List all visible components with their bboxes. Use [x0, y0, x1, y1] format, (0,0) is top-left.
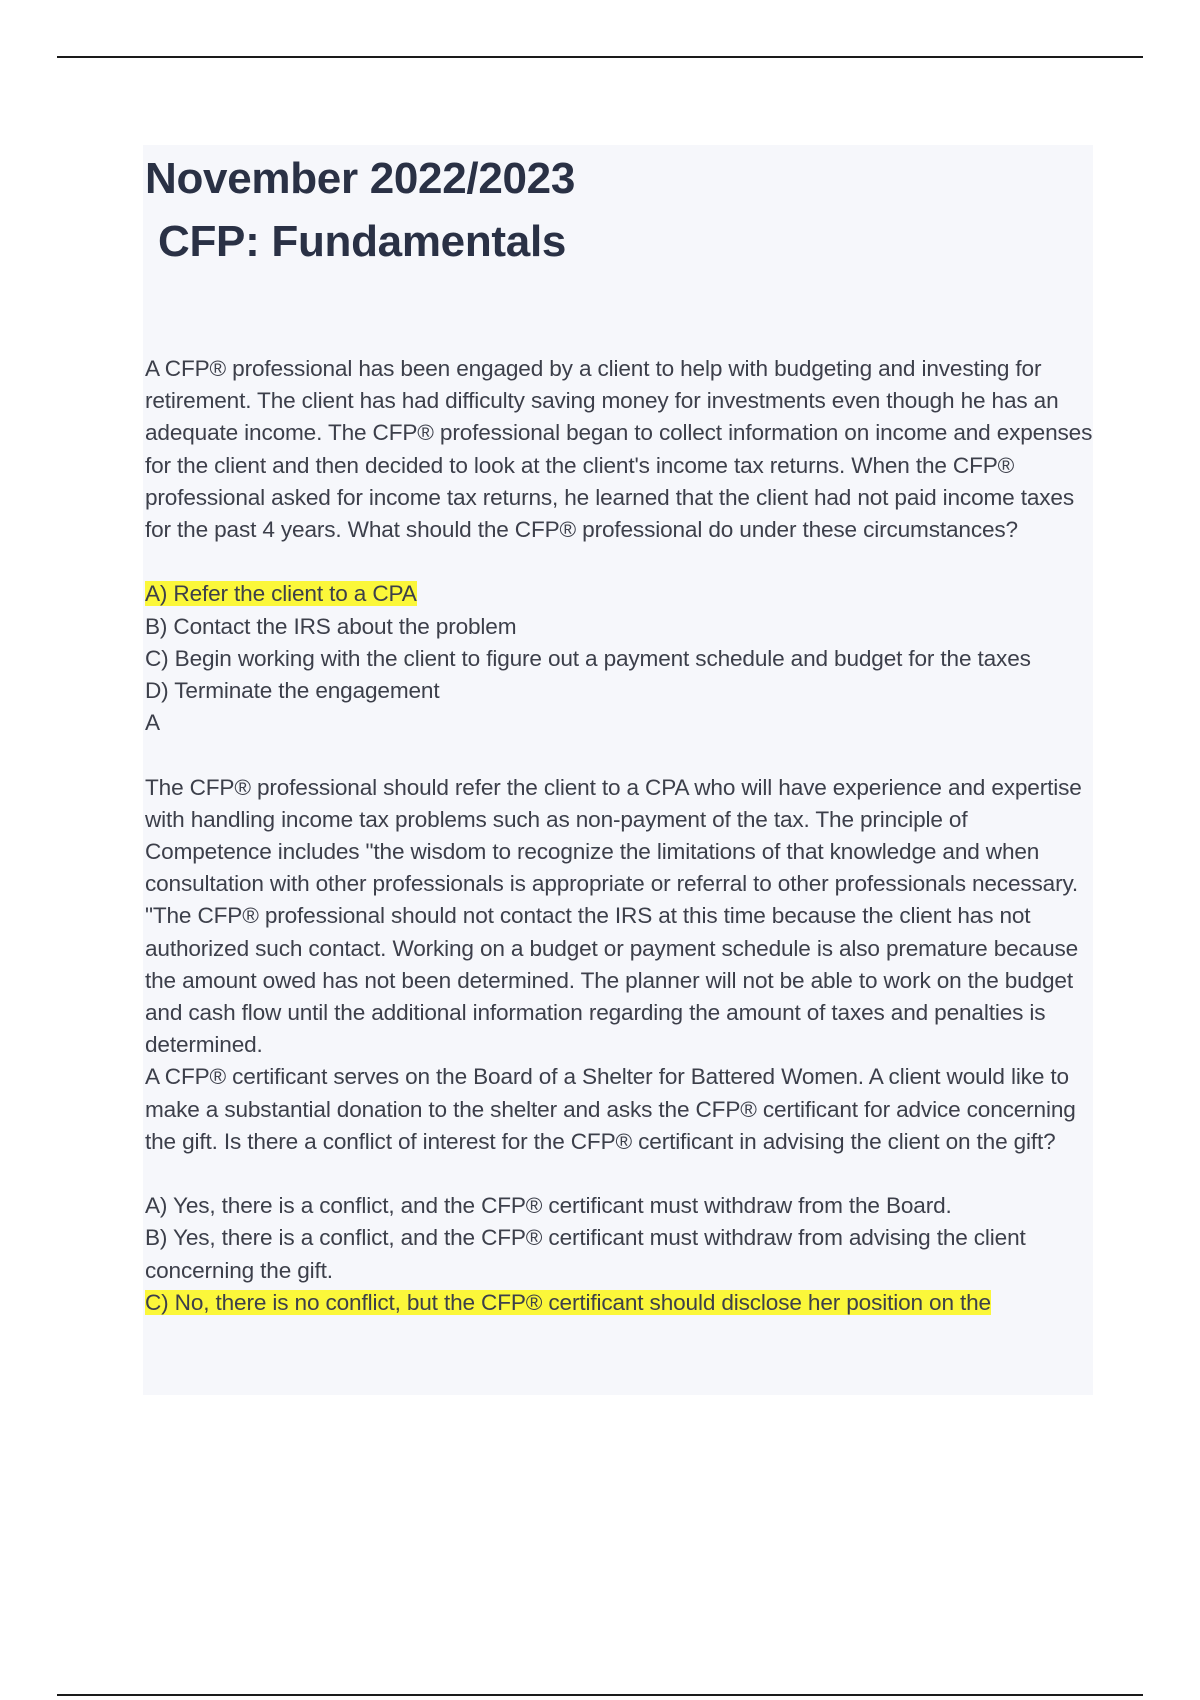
highlighted-option-a: A) Refer the client to a CPA	[145, 581, 417, 607]
document-content	[143, 145, 1093, 1395]
document-title-line1: November 2022/2023	[145, 154, 576, 203]
question-1-option-a	[145, 578, 1093, 610]
question-1-answer: A	[145, 710, 160, 736]
question-2	[145, 1061, 1093, 1319]
question-1-option-d: D) Terminate the engagement	[145, 678, 440, 704]
question-1-stem: A CFP® professional has been engaged by a client to help with budgeting and investing for retirement. The client has had difficulty saving money for investments even though he has an adequate income. The CFP® professional began to collect information on income and expenses for the client and then decided to look at the client's income tax returns. When the CFP® professional asked for income tax returns, he learned that the client had not paid income taxes for the past 4 years. What should the CFP® professional do under these circumstances?	[145, 356, 1093, 543]
bottom-rule	[57, 1694, 1143, 1696]
question-2-stem: A CFP® certificant serves on the Board of a Shelter for Battered Women. A client would like to make a substantial donation to the shelter and asks the CFP® certificant for advice concerning the gift. Is there a conflict of interest for the CFP® certificant in advising the client on the gift?	[145, 1064, 1076, 1154]
highlighted-option-c: C) No, there is no conflict, but the CFP® certificant should disclose her position on the	[145, 1289, 991, 1315]
question-2-option-a: A) Yes, there is a conflict, and the CFP® certificant must withdraw from the Board.	[145, 1193, 952, 1219]
question-1	[145, 353, 1093, 1061]
top-rule	[57, 56, 1143, 58]
question-2-option-b: B) Yes, there is a conflict, and the CFP® certificant must withdraw from advising the client concerning the gift.	[145, 1225, 1026, 1283]
question-2-option-c	[145, 1287, 1093, 1319]
question-1-explanation: The CFP® professional should refer the client to a CPA who will have experience and expertise with handling income tax problems such as non-payment of the tax. The principle of Competence includes "the wisdom to recognize the limitations of that knowledge and when consultation with other professionals is appropriate or referral to other professionals necessary. "The CFP® professional should not contact the IRS at this time because the client has not authorized such contact. Working on a budget or payment schedule is also premature because the amount owed has not been determined. The planner will not be able to work on the budget and cash flow until the additional information regarding the amount of taxes and penalties is determined.	[145, 774, 1082, 1058]
document-title-line2: CFP: Fundamentals	[158, 217, 567, 266]
question-1-option-c: C) Begin working with the client to figure out a payment schedule and budget for the taxes	[145, 645, 1031, 671]
question-1-option-b: B) Contact the IRS about the problem	[145, 613, 517, 639]
